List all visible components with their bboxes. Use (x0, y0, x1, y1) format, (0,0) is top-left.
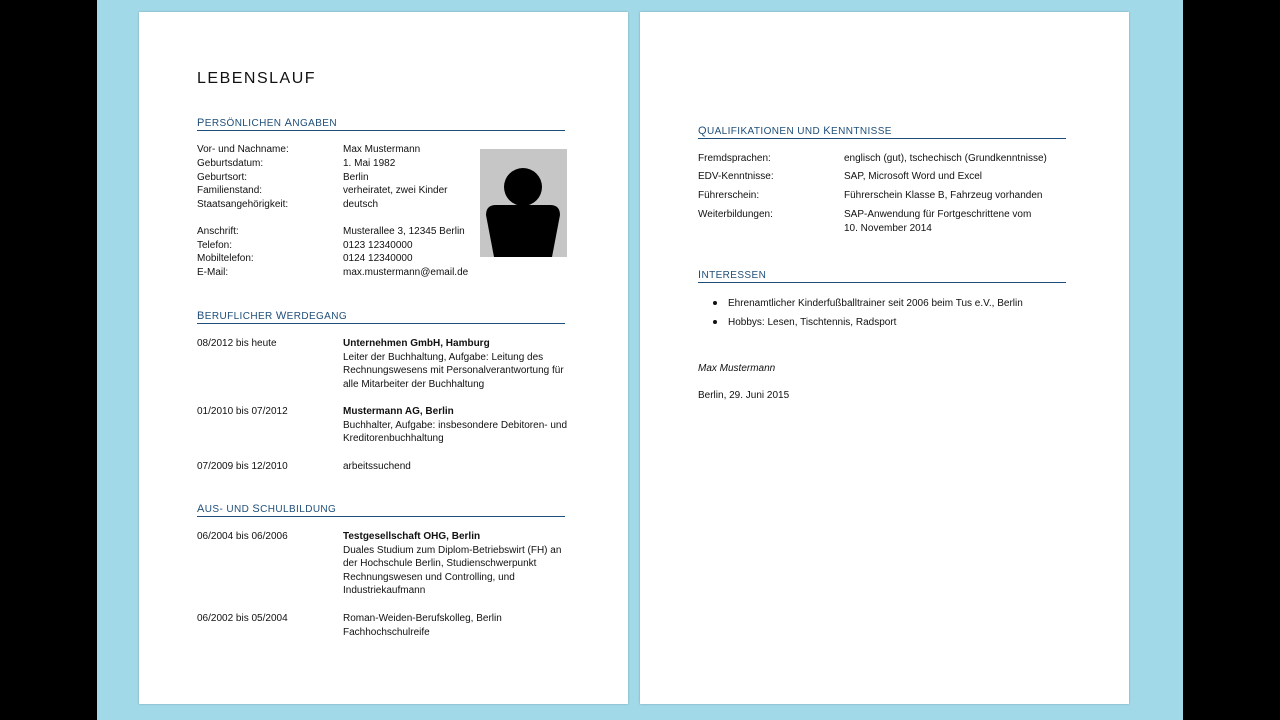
page-2: QUALIFIKATIONEN UND KENNTNISSE Fremdsprachen: englisch (gut), tschechisch (Grundkenntnisse) EDV-Kenntnisse: SAP, Microsoft Word und Excel Führerschein: Führerschein Klasse B, Fahrzeug vorhanden Weiterbildungen: SAP-Anwendung für Fortgeschrittene vom 10. November 2014 INTERESSEN Ehrenamtlicher Kinderfußballtrainer seit 2006 beim Tus e.V., Berlin Hobbys: Lesen, Tischtennis, Radsport Max Mustermann Berlin, 29. Juni 2015 (640, 12, 1129, 704)
heading-interests: INTERESSEN (698, 269, 1066, 283)
heading-qualifications: QUALIFIKATIONEN UND KENNTNISSE (698, 125, 1066, 139)
signature-name: Max Mustermann (698, 363, 776, 374)
page-1: LEBENSLAUF PERSÖNLICHEN ANGABEN Vor- und Nachname: Max Mustermann Geburtsdatum: 1. Mai 1982 Geburtsort: Berlin Familienstand: verheiratet, zwei Kinder Staatsangehörigkeit: deutsch Anschrift: Musterallee 3, 12345 Berlin Telefon: 0123 12340000 Mobiltelefon: 0124 12340000 E-Mail: max.mustermann@email.de BERUFLICHER WERDEGANG 08/2012 bis heute Unternehmen GmbH, Hamburg Leiter der Buchhaltung, Aufgabe: Leitung des Rechnungswesens mit Personalverantwortung für alle Mitarbeiter der Buchhaltung 01/2010 bis 07/2012 Mustermann AG, Berlin Buchhalter, Aufgabe: insbesondere Debitoren- und Kreditorenbuchhaltung 07/2009 bis 12/2010 arbeitssuchend AUS- UND SCHULBILDUNG 06/2004 bis 06/2006 Testgesellschaft OHG, Berlin Duales Studium zum Diplom-Betriebswirt (FH) an der Hochschule Berlin, Studienschwerpunkt Rechnungswesen und Controlling, und Industriekaufmann 06/2002 bis 05/2004 Roman-Weiden-Berufskolleg, Berlin Fachhochschulreife (139, 12, 628, 704)
list-item: Ehrenamtlicher Kinderfußballtrainer seit 2006 beim Tus e.V., Berlin (698, 297, 1078, 316)
place-date: Berlin, 29. Juni 2015 (698, 390, 790, 401)
list-item: Hobbys: Lesen, Tischtennis, Radsport (698, 316, 1078, 335)
person-silhouette-icon (480, 149, 567, 257)
heading-personal: PERSÖNLICHEN ANGABEN (197, 117, 565, 131)
heading-career: BERUFLICHER WERDEGANG (197, 310, 565, 324)
document-viewport[interactable] (97, 0, 1183, 720)
heading-education: AUS- UND SCHULBILDUNG (197, 503, 565, 517)
interests-list (698, 297, 1078, 335)
document-title: LEBENSLAUF (197, 70, 317, 87)
